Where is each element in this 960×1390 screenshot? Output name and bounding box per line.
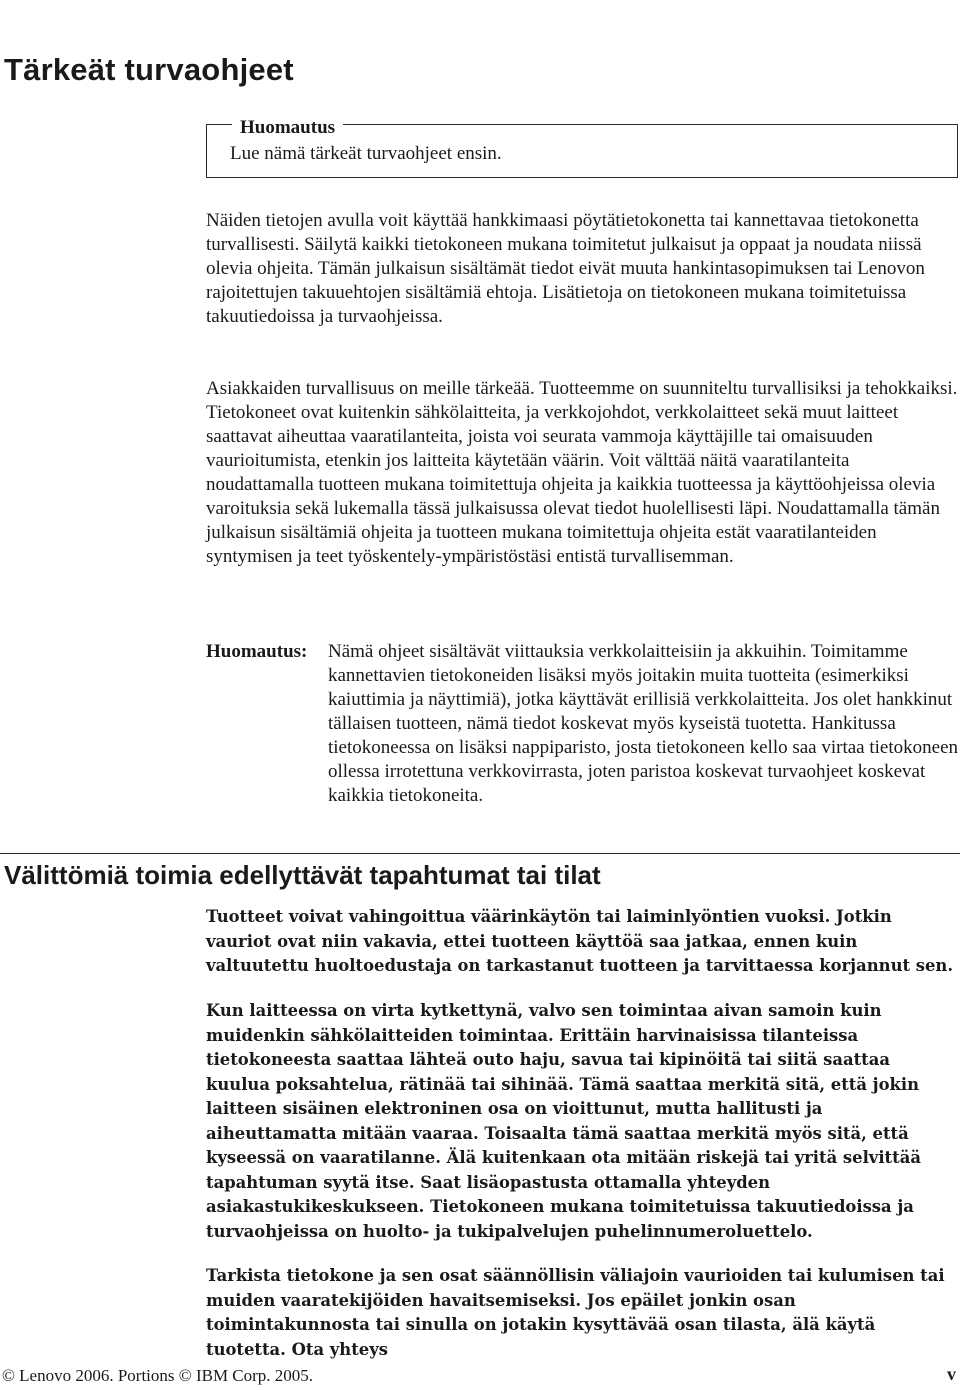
section-paragraph: Tarkista tietokone ja sen osat säännöllisin väliajoin vaurioiden tai kulumisen tai muiden vaaratekijöiden havaitsemiseksi. Jos epäilet jonkin osan toimintakunnosta tai sinulla on jotakin kysyttävää osan tilasta, älä käytä tuotetta. Ota yhteys — [206, 1266, 945, 1359]
section-divider — [0, 853, 960, 854]
notice-title: Huomautus — [232, 117, 343, 139]
page-number: v — [947, 1364, 956, 1384]
page-title: Tärkeät turvaohjeet — [4, 52, 294, 87]
notice-text: Lue nämä tärkeät turvaohjeet ensin. — [230, 143, 502, 164]
footer-copyright: © Lenovo 2006. Portions © IBM Corp. 2005. — [2, 1366, 314, 1385]
note-label: Huomautus: — [206, 641, 308, 662]
section-paragraph: Tuotteet voivat vahingoittua väärinkäytön tai laiminlyöntien vuoksi. Jotkin vauriot ovat niin vakavia, ettei tuotteen käyttöä saa jatkaa, ennen kuin valtuutettu huoltoedustaja on tarkastanut tuotteen ja tarvittaessa korjannut sen. — [206, 907, 954, 975]
section-paragraph: Kun laitteessa on virta kytkettynä, valvo sen toimintaa aivan samoin kuin muidenkin sähkölaitteiden toimintaa. Erittäin harvinaisissa tilanteissa tietokoneesta saattaa lähteä outo haju, savua tai kipinöitä tai siitä saattaa kuulua poksahtelua, rätinää tai sihinää. Tämä saattaa merkitä sitä, että jokin laitteen sisäinen elektroninen osa on vioittunut, mutta hallitusti ja aiheuttamatta mitään vaaraa. Toisaalta tämä saattaa merkitä myös sitä, että kyseessä on vaaratilanne. Älä kuitenkaan ota mitään riskejä tai yritä selvittää tapahtuman syytä itse. Saat lisäopastusta ottamalla yhteyden asiakastukikeskukseen. Tietokoneen mukana toimitetuissa takuutiedoissa ja turvaohjeissa on huolto- ja tukipalvelujen puhelinnumeroluettelo. — [206, 1001, 921, 1241]
note-text: Nämä ohjeet sisältävät viittauksia verkkolaitteisiin ja akkuihin. Toimitamme kannettavien tietokoneiden lisäksi myös joitakin muita tuotteita (esimerkiksi kaiuttimia ja näyttimiä), jotka käyttävät erillisiä verkkolaitteita. Jos olet hankkinut tällaisen tuotteen, nämä tiedot koskevat myös kyseistä tuotetta. Hankitussa tietokoneessa on lisäksi nappiparisto, josta tietokoneen kello saa virtaa tietokoneen ollessa irrotettuna verkkovirrasta, joten paristoa koskevat turvaohjeet koskevat kaikkia tietokoneita. — [328, 641, 958, 806]
safety-paragraph: Asiakkaiden turvallisuus on meille tärkeää. Tuotteemme on suunniteltu turvallisiksi ja tehokkaiksi. Tietokoneet ovat kuitenkin sähkölaitteita, ja verkkojohdot, verkkolaitteet sekä muut laitteet saattavat aiheuttaa vaaratilanteita, joista voi seurata vammoja käyttäjille tai omaisuuden vaurioitumista, etenkin jos laitteita käytetään väärin. Voit välttää näitä vaaratilanteita noudattamalla tuotteen mukana toimitettuja ohjeita ja kaikkia tuotteessa ja käyttöohjeissa olevia varoituksia sekä lukemalla tässä julkaisussa olevat tiedot huolellisesti läpi. Noudattamalla tämän julkaisun sisältämiä ohjeita ja tuotteen mukana toimitettuja ohjeita estät vaaratilanteiden syntymisen ja teet työskentely-ympäristöstäsi entistä turvallisemman. — [206, 378, 958, 567]
intro-paragraph: Näiden tietojen avulla voit käyttää hankkimaasi pöytätietokonetta tai kannettavaa tietokonetta turvallisesti. Säilytä kaikki tietokoneen mukana toimitetut julkaisut ja oppaat ja noudata niissä olevia ohjeita. Tämän julkaisun sisältämät tiedot eivät muuta hankintasopimuksen tai Lenovon rajoitettujen takuuehtojen sisältämiä ehtoja. Lisätietoja on tietokoneen mukana toimitetuissa takuutiedoissa ja turvaohjeissa. — [206, 210, 925, 327]
section-title: Välittömiä toimia edellyttävät tapahtumat tai tilat — [4, 860, 601, 890]
